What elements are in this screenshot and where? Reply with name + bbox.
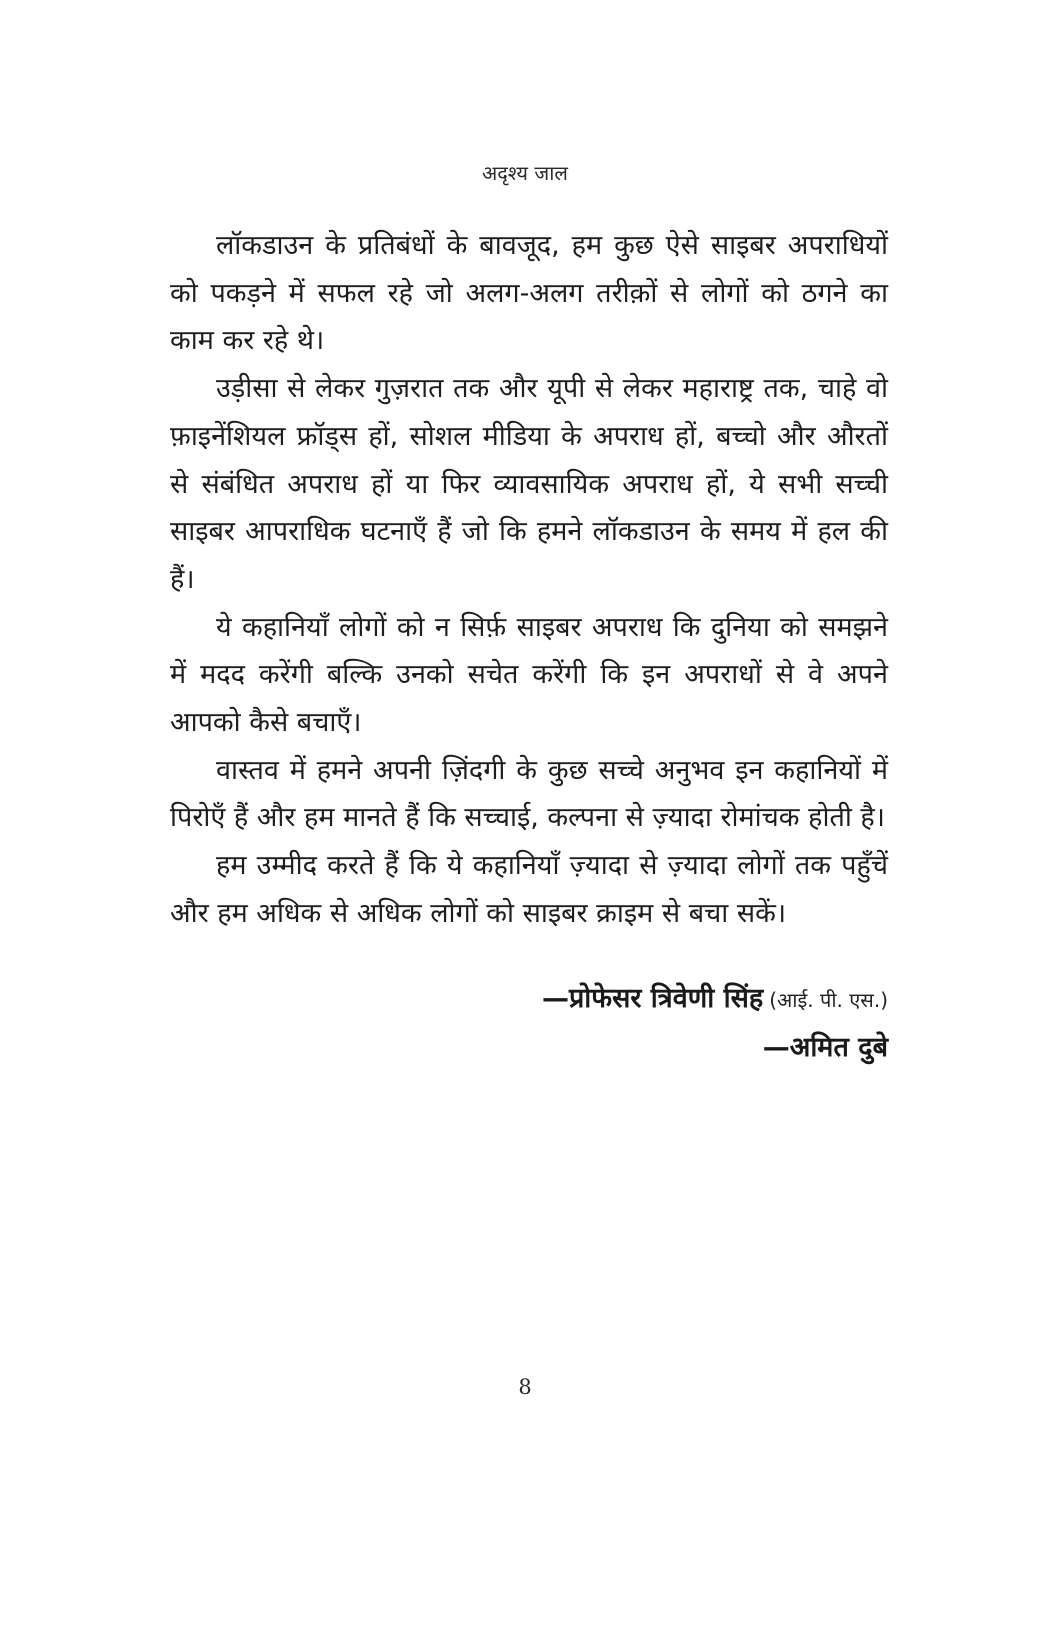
paragraph: हम उम्मीद करते हैं कि ये कहानियाँ ज़्यादा से ज़्यादा लोगों तक पहुँचें और हम अधिक से अधिक लोगों को साइबर क्राइम से बचा सकें। — [170, 850, 888, 929]
page-number: 8 — [518, 1375, 532, 1399]
paragraph: ये कहानियाँ लोगों को न सिर्फ़ साइबर अपराध कि दुनिया को समझने में मदद करेंगी बल्कि उनको सचेत करेंगी कि इन अपराधों से वे अपने आपको कैसे बचाएँ। — [170, 611, 888, 739]
running-header: अदृश्य जाल — [482, 161, 568, 185]
author-name: —अमित दुबे — [762, 1032, 888, 1063]
author-signatures — [170, 976, 888, 1074]
signature-line — [170, 976, 888, 1025]
paragraph: उड़ीसा से लेकर गुज़रात तक और यूपी से लेकर महाराष्ट्र तक, चाहे वो फ़ाइनेंशियल फ्रॉड्स हों, सोशल मीडिया के अपराध हों, बच्चो और औरतों से संबंधित अपराध हों या फिर व्यावसायिक अपराध हों, ये सभी सच्ची साइबर आपराधिक घटनाएँ हैं जो कि हमने लॉकडाउन के समय में हल की हैं। — [170, 373, 888, 595]
author-credential: (आई. पी. एस.) — [769, 988, 888, 1012]
author-name: —प्रोफेसर त्रिवेणी सिंह — [541, 983, 764, 1014]
paragraph: लॉकडाउन के प्रतिबंधों के बावजूद, हम कुछ ऐसे साइबर अपराधियों को पकड़ने में सफल रहे जो अलग-अलग तरीक़ों से लोगों को ठगने का काम कर रहे थे। — [170, 230, 888, 357]
signature-line — [170, 1025, 888, 1074]
paragraph: वास्तव में हमने अपनी ज़िंदगी के कुछ सच्चे अनुभव इन कहानियों में पिरोएँ हैं और हम मानते हैं कि सच्चाई, कल्पना से ज़्यादा रोमांचक होती है। — [170, 754, 888, 834]
preface-body — [170, 222, 888, 938]
